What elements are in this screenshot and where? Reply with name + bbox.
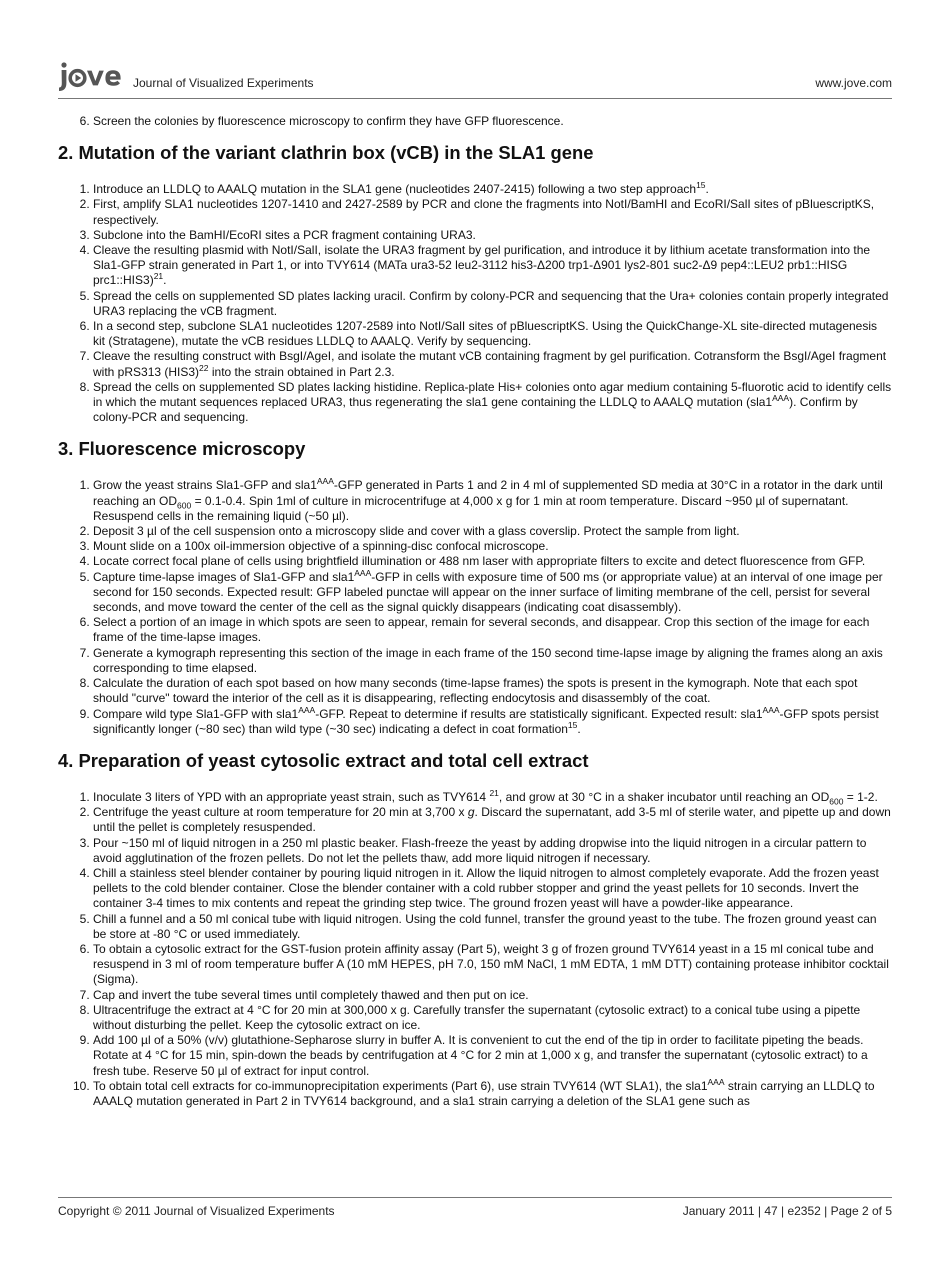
list-item: 8. Calculate the duration of each spot based on how many seconds (time-lapse frames) the spots is present in the kymograph. Note that each spot should "curve" toward the interior of the cell as it is disappearing, reflecting endocytosis and disassembly of the coat. (93, 676, 892, 706)
list-item: 3. Mount slide on a 100x oil-immersion objective of a spinning-disc confocal microscope. (93, 539, 892, 554)
list-item: 7. Cleave the resulting construct with BsgI/AgeI, and isolate the mutant vCB containing fragment by gel purification. Cotransform the BsgI/AgeI fragment with pRS313 $(HIS3)^{22}$ into the strain obtained in Part 2.3. (93, 349, 892, 379)
list-item: 7. Cap and invert the tube several times until completely thawed and then put on ice. (93, 988, 892, 1003)
list-item: 9. Add 100 µl of a 50% (v/v) glutathione-Sepharose slurry in buffer A. It is convenient to cut the end of the tip in order to facilitate pipeting the beads. Rotate at 4 °C for 15 min, spin-down the beads by centrifugation at 4 °C for 2 min at 1,000 x g, and transfer the supernatant (cytosolic extract) to a fresh tube. Reserve 50 µl of extract for input control. (93, 1033, 892, 1079)
jove-logo-icon (58, 61, 126, 93)
section-2-list (58, 182, 892, 425)
list-item: 4. Locate correct focal plane of cells using brightfield illumination or 488 nm laser with appropriate filters to excite and detect fluorescence from GFP. (93, 554, 892, 569)
section-4-heading: 4. Preparation of yeast cytosolic extract and total cell extract (58, 749, 589, 771)
section-4-list (58, 787, 892, 1109)
list-item: 1. Grow the yeast strains Sla1-GFP and $sla1^{AAA}$-GFP generated in Parts 1 and 2 in 4 ml of supplemented SD media at 30°C in a rotator in the dark until reaching an $OD_{600} = 0.1-0.4$. Spin 1ml of culture in microcentrifuge at 4,000 x g for 1 min at room temperature. Discard ~950 µl of supernatant. Resuspend cells in the remaining liquid (~50 µl). (93, 478, 892, 524)
list-item: 3. Subclone into the BamHI/EcoRI sites a PCR fragment containing URA3. (93, 228, 892, 243)
jove-logo[interactable] (58, 61, 126, 91)
section-3-heading: 3. Fluorescence microscopy (58, 438, 306, 460)
issue-info: January 2011 | 47 | e2352 | Page 2 of 5 (682, 1204, 892, 1218)
list-item: 10. To obtain total cell extracts for co-immunoprecipitation experiments (Part 6), use strain TVY614 (WT SLA1), the $sla1^{AAA}$ strain carrying an LLDLQ to AAALQ mutation generated in Part 2 in TVY614 background, and a sla1 strain carrying a deletion of the SLA1 gene such as (93, 1079, 892, 1109)
page-header (58, 58, 892, 99)
list-item: 2. Centrifuge the yeast culture at room temperature for 20 min at 3,700 x g. Discard the supernatant, add 3-5 ml of sterile water, and pipette up and down until the pellet is completely resuspended. (93, 805, 892, 835)
list-item: 8. Ultracentrifuge the extract at 4 °C for 20 min at 300,000 x g. Carefully transfer the supernatant (cytosolic extract) to a conical tube using a pipette without disturbing the pellet. Keep the cytosolic extract on ice. (93, 1003, 892, 1033)
page-footer (58, 1197, 892, 1228)
list-item: 6. In a second step, subclone SLA1 nucleotides 1207-2589 into NotI/SalI sites of pBluescriptKS. Using the QuickChange-XL site-directed mutagenesis kit (Stratagene), mutate the vCB residues LLDLQ to AAALQ. Verify by sequencing. (93, 319, 892, 349)
list-item: 5. Capture time-lapse images of Sla1-GFP and $sla1^{AAA}$-GFP in cells with exposure time of 500 ms (or appropriate value) at an interval of one image per second for 150 seconds. Expected result: GFP labeled punctae will appear on the inner surface of limiting membrane of the cell, persist for several seconds, and move toward the center of the cell as the signal quickly disappears (indicating coat disassembly). (93, 570, 892, 616)
list-item: 4. Chill a stainless steel blender container by pouring liquid nitrogen in it. Allow the liquid nitrogen to almost completely evaporate. Add the frozen yeast pellets to the cold blender container. Close the blender container with a cold rubber stopper and grind the yeast pellets for 10 seconds. Invert the container 3-4 times to mix contents and repeat the grinding step twice. The ground frozen yeast will have a powder-like appearance. (93, 866, 892, 912)
list-item: 3. Pour ~150 ml of liquid nitrogen in a 250 ml plastic beaker. Flash-freeze the yeast by adding dropwise into the liquid nitrogen in a circular pattern to avoid agglutination of the frozen pellets. Do not let the pellets thaw, add more liquid nitrogen if necessary. (93, 836, 892, 866)
section-3-list (58, 478, 892, 736)
list-item: 9. Compare wild type Sla1-GFP with $sla1^{AAA}$-GFP. Repeat to determine if results are statistically significant. Expected result: $sla1^{AAA}$-GFP spots persist significantly longer (~80 sec) than wild type (~30 sec) indicating a defect in coat formation$^{15}$. (93, 707, 892, 737)
list-item: 2. First, amplify SLA1 nucleotides 1207-1410 and 2427-2589 by PCR and clone the fragments into NotI/BamHI and EcoRI/SalI sites of pBluescriptKS, respectively. (93, 197, 892, 227)
intro-list (58, 114, 892, 129)
list-item: 5. Chill a funnel and a 50 ml conical tube with liquid nitrogen. Using the cold funnel, transfer the ground yeast to the tube. The frozen ground yeast can be store at -80 °C or used immediately. (93, 912, 892, 942)
list-item: 4. Cleave the resulting plasmid with NotI/SalI, isolate the URA3 fragment by gel purification, and introduce it by lithium acetate transformation into the Sla1-GFP strain generated in Part 1, or into TVY614 (MATa ura3-52 leu2-3112 his3-Δ200 trp1-Δ901 lys2-801 suc2-Δ9 pep4::LEU2 prb1::HISG prc1::HIS3)$^{21}$. (93, 243, 892, 289)
journal-title: Journal of Visualized Experiments (133, 76, 314, 90)
copyright-text: Copyright © 2011 Journal of Visualized Experiments (58, 1204, 335, 1218)
list-item: 5. Spread the cells on supplemented SD plates lacking uracil. Confirm by colony-PCR and sequencing that the Ura+ colonies contain properly integrated URA3 replacing the vCB fragment. (93, 289, 892, 319)
list-item: 2. Deposit 3 µl of the cell suspension onto a microscopy slide and cover with a glass coverslip. Protect the sample from light. (93, 524, 892, 539)
list-item: 6. Screen the colonies by fluorescence microscopy to confirm they have GFP fluorescence. (93, 114, 892, 129)
site-url-link[interactable]: www.jove.com (815, 76, 892, 90)
list-item: 6. To obtain a cytosolic extract for the GST-fusion protein affinity assay (Part 5), weight 3 g of frozen ground TVY614 yeast in a 15 ml conical tube and resuspend in 3 ml of room temperature buffer A (10 mM HEPES, pH 7.0, 150 mM NaCl, 1 mM EDTA, 1 mM DTT) containing protease inhibitor cocktail (Sigma). (93, 942, 892, 988)
section-2-heading: 2. Mutation of the variant clathrin box (vCB) in the SLA1 gene (58, 142, 594, 164)
list-item: 1. Inoculate 3 liters of YPD with an appropriate yeast strain, such as TVY614 $^{21}$, and grow at 30 °C in a shaker incubator until reaching an $OD_{600} = 1-2$. (93, 790, 892, 805)
article-body (58, 110, 892, 1109)
list-item: 6. Select a portion of an image in which spots are seen to appear, remain for several seconds, and disappear. Crop this section of the image for each frame of the time-lapse images. (93, 615, 892, 645)
list-item: 1. Introduce an LLDLQ to AAALQ mutation in the SLA1 gene (nucleotides 2407-2415) following a two step approach$^{15}$. (93, 182, 892, 197)
list-item: 7. Generate a kymograph representing this section of the image in each frame of the 150 second time-lapse image by aligning the frames along an axis corresponding to time elapsed. (93, 646, 892, 676)
list-item: 8. Spread the cells on supplemented SD plates lacking histidine. Replica-plate His+ colonies onto agar medium containing 5-fluorotic acid to identify cells in which the mutant sequences replaced URA3, thus regenerating the sla1 gene containing the LLDLQ to AAALQ mutation $(sla1^{AAA})$. Confirm by colony-PCR and sequencing. (93, 380, 892, 426)
